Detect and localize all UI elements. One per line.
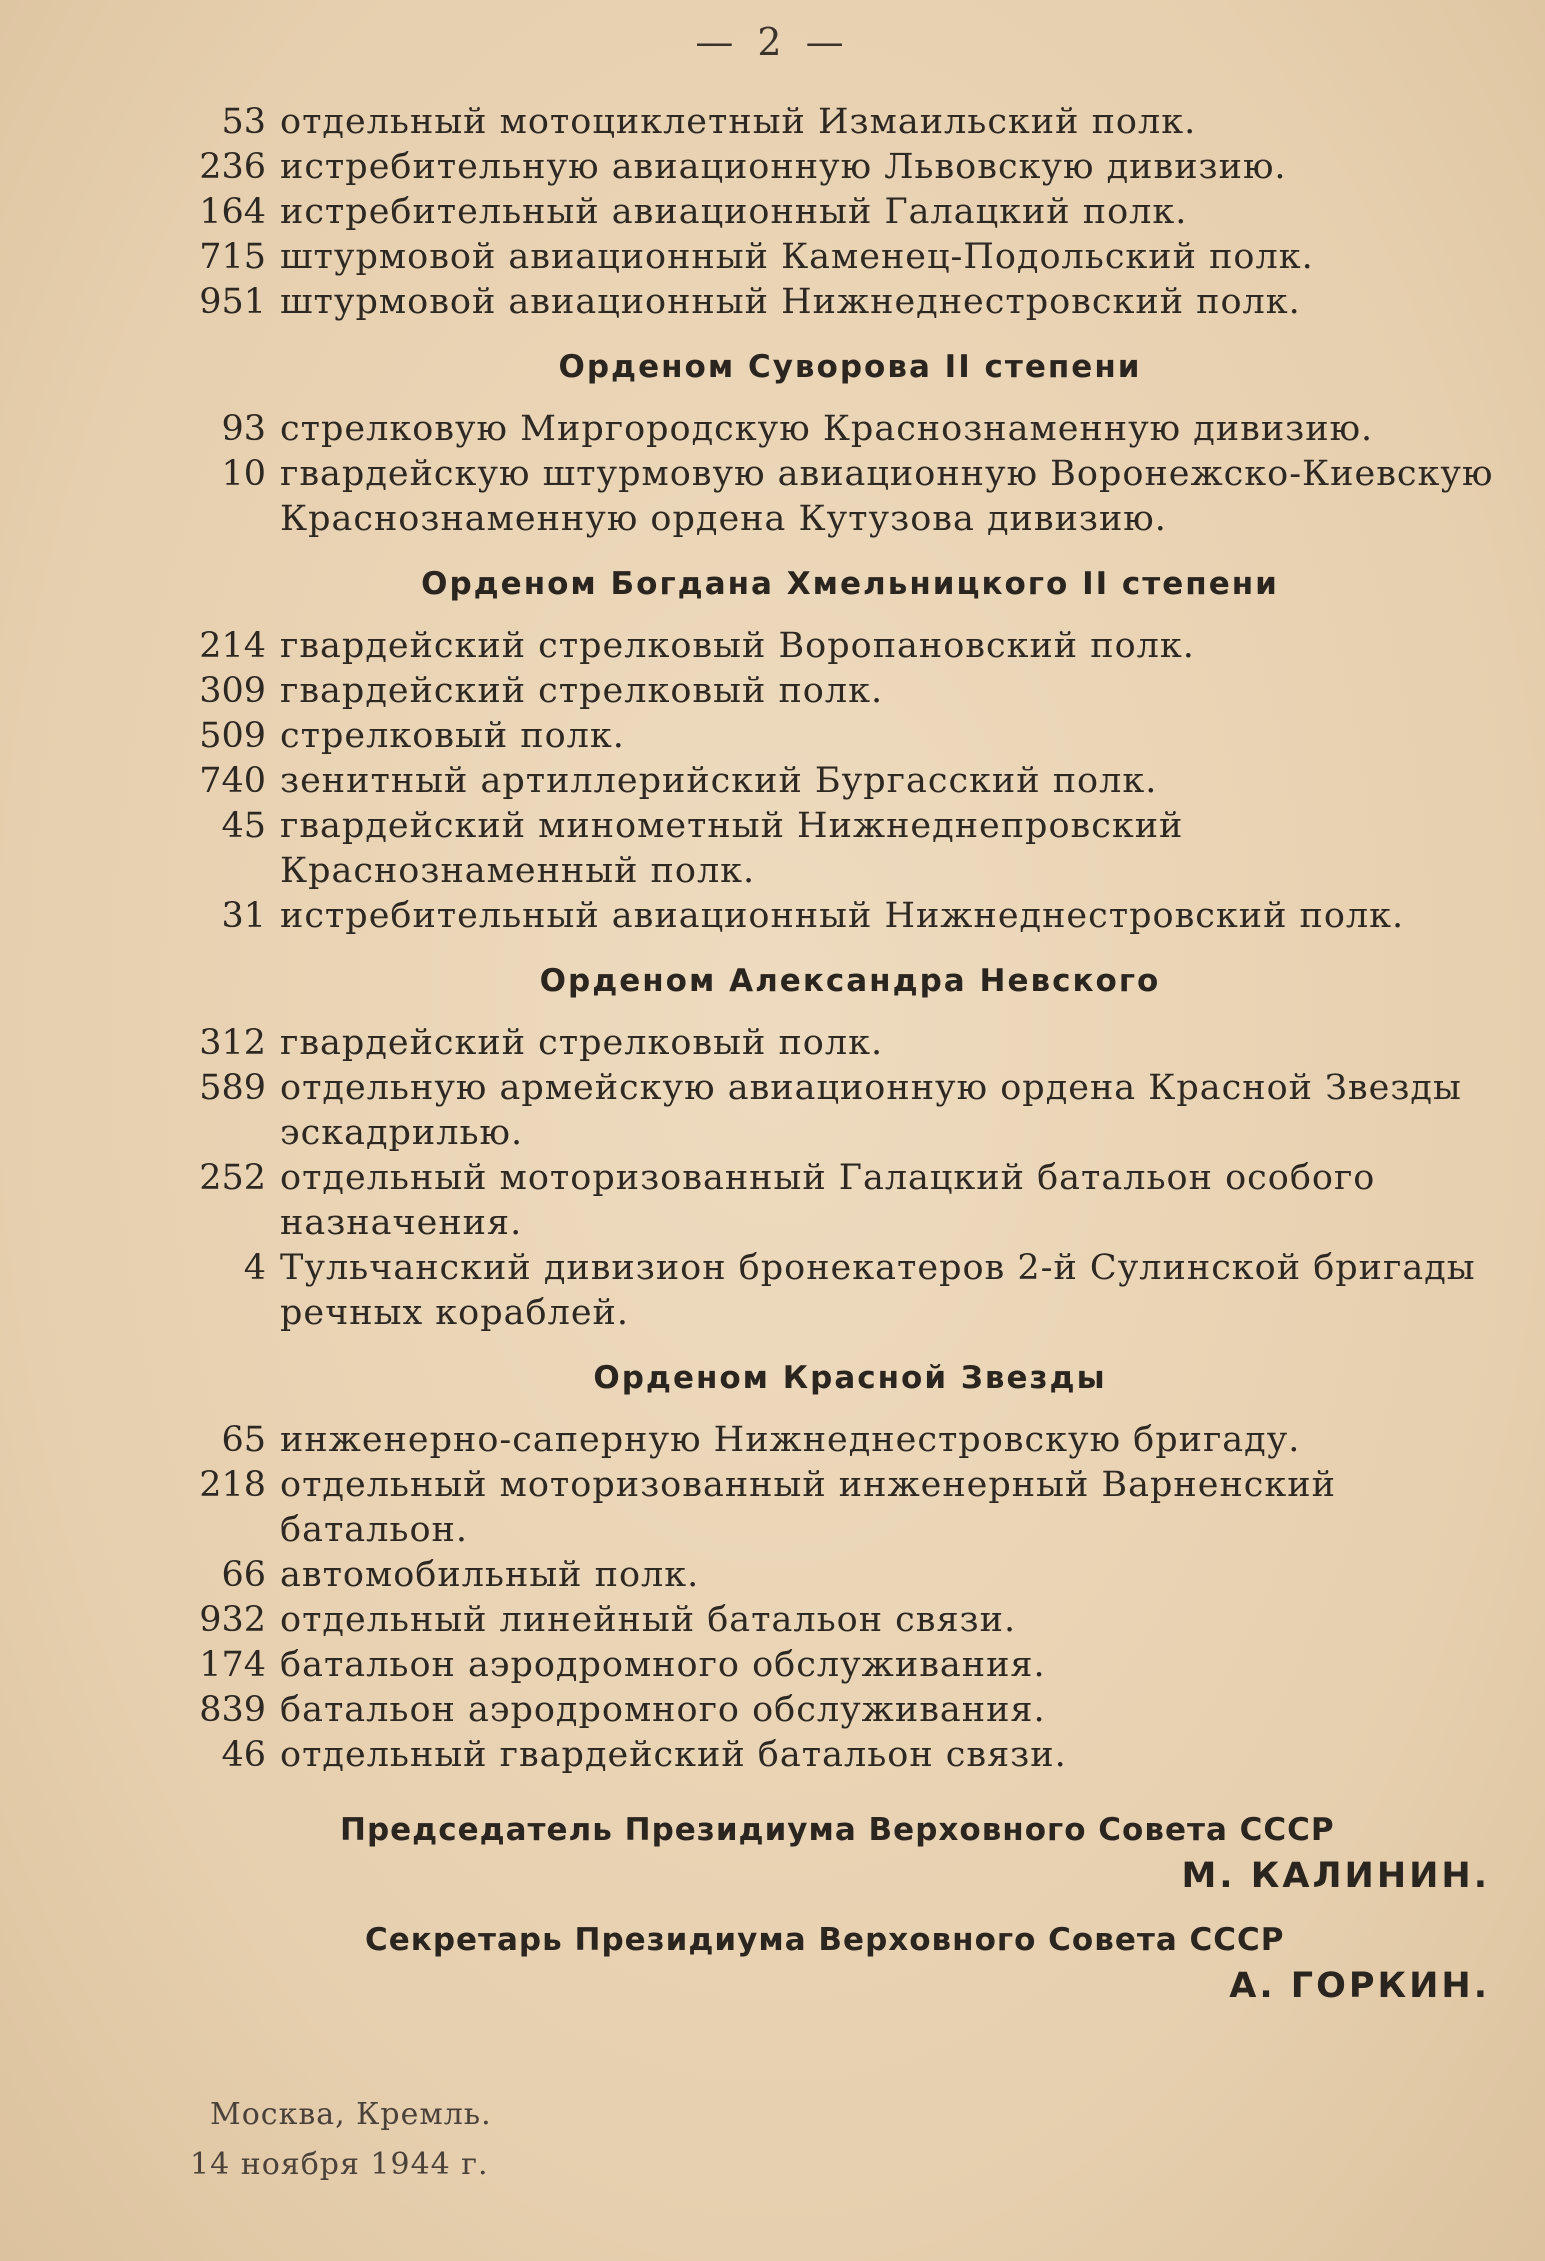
date-text: 14 ноября 1944 г.	[190, 2147, 489, 2182]
top-entry-list	[180, 100, 1520, 325]
chairman-name: М. КАЛИНИН.	[1181, 1856, 1490, 1896]
list-item	[180, 1688, 1520, 1733]
unit-name: отдельный мотоциклетный Измаильский полк.	[280, 102, 1197, 142]
section-heading-nevsky: Орденом Александра Невского	[539, 963, 1161, 999]
list-item	[180, 145, 1520, 190]
list-item	[180, 1733, 1520, 1778]
unit-number: 174	[199, 1645, 266, 1685]
unit-number: 46	[221, 1735, 266, 1775]
unit-name: батальон аэродромного обслуживания.	[280, 1645, 1046, 1685]
list-item	[180, 804, 1520, 894]
decree-body	[180, 100, 1520, 2010]
unit-name: стрелковый полк.	[280, 716, 625, 756]
list-item	[180, 407, 1520, 452]
unit-name: отдельный моторизованный инженерный Варненский батальон.	[280, 1465, 1336, 1550]
unit-number: 589	[199, 1068, 266, 1108]
unit-name: отдельный гвардейский батальон связи.	[280, 1735, 1067, 1775]
list-item	[180, 190, 1520, 235]
list-item	[180, 1066, 1520, 1156]
unit-number: 4	[243, 1248, 266, 1288]
list-item	[180, 1598, 1520, 1643]
secretary-position: Секретарь Президиума Верховного Совета СССР	[365, 1922, 1285, 1958]
list-item	[180, 1246, 1520, 1336]
section-list-nevsky	[180, 1021, 1520, 1336]
section-heading-red-star: Орденом Красной Звезды	[593, 1360, 1107, 1396]
section-list-khmelnitsky	[180, 624, 1520, 939]
page-number: — 2 —	[695, 20, 850, 64]
unit-name: гвардейский стрелковый полк.	[280, 1023, 884, 1063]
place-text: Москва, Кремль.	[210, 2097, 492, 2132]
unit-number: 214	[199, 626, 266, 666]
unit-number: 53	[221, 102, 266, 142]
signature-block	[180, 1808, 1520, 2010]
unit-name: автомобильный полк.	[280, 1555, 700, 1595]
section-list-red-star	[180, 1418, 1520, 1778]
unit-number: 715	[199, 237, 266, 277]
place-date-block	[190, 2090, 492, 2190]
unit-name: зенитный артиллерийский Бургасский полк.	[280, 761, 1158, 801]
unit-name: Тульчанский дивизион бронекатеров 2-й Сулинской бригады речных кораблей.	[280, 1248, 1476, 1333]
list-item	[180, 1643, 1520, 1688]
unit-number: 932	[199, 1600, 266, 1640]
unit-name: инженерно-саперную Нижнеднестровскую бригаду.	[280, 1420, 1301, 1460]
list-item	[180, 759, 1520, 804]
list-item	[180, 100, 1520, 145]
unit-name: гвардейский минометный Нижнеднепровский Краснознаменный полк.	[280, 806, 1184, 891]
chairman-position: Председатель Президиума Верховного Совета СССР	[340, 1812, 1335, 1848]
unit-number: 312	[199, 1023, 266, 1063]
unit-name: истребительный авиационный Нижнеднестровский полк.	[280, 896, 1405, 936]
list-item	[180, 1553, 1520, 1598]
unit-name: гвардейский стрелковый полк.	[280, 671, 884, 711]
unit-name: истребительный авиационный Галацкий полк.	[280, 192, 1188, 232]
unit-name: стрелковую Миргородскую Краснознаменную дивизию.	[280, 409, 1374, 449]
list-item	[180, 714, 1520, 759]
list-item	[180, 624, 1520, 669]
secretary-name: А. ГОРКИН.	[1229, 1966, 1490, 2006]
unit-number: 65	[221, 1420, 266, 1460]
unit-number: 164	[199, 192, 266, 232]
unit-number: 309	[199, 671, 266, 711]
list-item	[180, 1021, 1520, 1066]
unit-number: 740	[199, 761, 266, 801]
unit-name: штурмовой авиационный Каменец-Подольский полк.	[280, 237, 1314, 277]
list-item	[180, 1463, 1520, 1553]
list-item	[180, 280, 1520, 325]
unit-name: отдельный линейный батальон связи.	[280, 1600, 1017, 1640]
unit-name: истребительную авиационную Львовскую дивизию.	[280, 147, 1287, 187]
unit-name: штурмовой авиационный Нижнеднестровский полк.	[280, 282, 1301, 322]
unit-number: 509	[199, 716, 266, 756]
section-heading-suvorov: Орденом Суворова II степени	[558, 349, 1142, 385]
list-item	[180, 1156, 1520, 1246]
unit-number: 31	[221, 896, 266, 936]
section-list-suvorov	[180, 407, 1520, 542]
list-item	[180, 669, 1520, 714]
list-item	[180, 452, 1520, 542]
unit-number: 66	[221, 1555, 266, 1595]
unit-number: 839	[199, 1690, 266, 1730]
list-item	[180, 1418, 1520, 1463]
section-heading-khmelnitsky: Орденом Богдана Хмельницкого II степени	[421, 566, 1279, 602]
unit-number: 10	[221, 454, 266, 494]
unit-number: 218	[199, 1465, 266, 1505]
unit-name: батальон аэродромного обслуживания.	[280, 1690, 1046, 1730]
unit-name: отдельную армейскую авиационную ордена Красной Звезды эскадрилью.	[280, 1068, 1462, 1153]
unit-number: 93	[221, 409, 266, 449]
list-item	[180, 235, 1520, 280]
unit-number: 236	[199, 147, 266, 187]
unit-number: 252	[199, 1158, 266, 1198]
unit-name: отдельный моторизованный Галацкий батальон особого назначения.	[280, 1158, 1376, 1243]
unit-name: гвардейский стрелковый Воропановский полк.	[280, 626, 1195, 666]
unit-name: гвардейскую штурмовую авиационную Воронежско-Киевскую Краснознаменную ордена Кутузова дивизию.	[280, 454, 1494, 539]
unit-number: 45	[221, 806, 266, 846]
unit-number: 951	[199, 282, 266, 322]
list-item	[180, 894, 1520, 939]
